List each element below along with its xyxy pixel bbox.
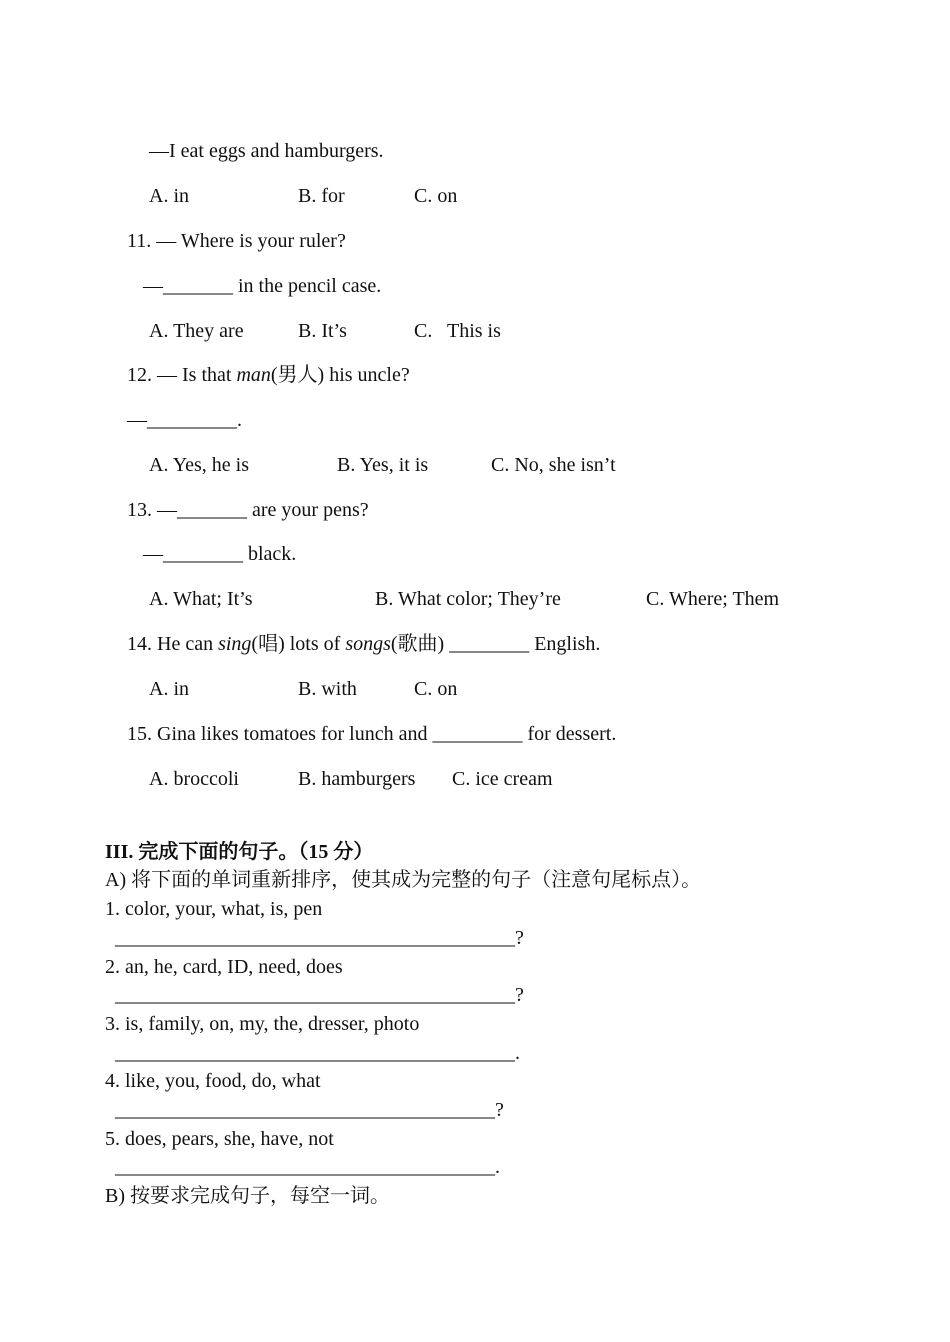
q10-answer-line: —I eat eggs and hamburgers. (149, 140, 384, 162)
reorder-item-5-words: 5. does, pears, she, have, not (105, 1128, 334, 1150)
q14-part1: 14. He can (127, 633, 219, 655)
q12-italic-word: man (236, 364, 271, 386)
reorder-item-3-words: 3. is, family, on, my, the, dresser, photo (105, 1013, 420, 1035)
q11-answer-line: —_______ in the pencil case. (143, 275, 382, 297)
q11-option-b: B. It’s (298, 320, 347, 342)
q13-option-c: C. Where; Them (646, 588, 780, 610)
q11-question: 11. — Where is your ruler? (127, 230, 346, 252)
q10-option-b: B. for (298, 185, 345, 207)
q12-prefix: 12. — Is that (127, 364, 237, 386)
reorder-item-3-blank: ________________________________________. (115, 1042, 520, 1064)
q11-option-c: C. This is (414, 320, 501, 342)
q12-option-c: C. No, she isn’t (491, 454, 616, 476)
q14-option-a: A. in (149, 678, 189, 700)
q13-option-a: A. What; It’s (149, 588, 253, 610)
reorder-item-4-words: 4. like, you, food, do, what (105, 1070, 321, 1092)
q13-question: 13. —_______ are your pens? (127, 499, 369, 521)
q12-suffix: (男人) his uncle? (270, 364, 410, 386)
q13-answer-line: —________ black. (143, 543, 297, 565)
reorder-item-5-blank: ______________________________________. (115, 1156, 500, 1178)
q14-part2: (唱) lots of (251, 633, 346, 655)
q10-option-a: A. in (149, 185, 189, 207)
part-b-instruction: B) 按要求完成句子，每空一词。 (105, 1185, 390, 1207)
q10-option-c: C. on (414, 185, 458, 207)
q15-question: 15. Gina likes tomatoes for lunch and _________ for dessert. (127, 723, 617, 745)
q14-question (127, 632, 600, 656)
section-title: III. 完成下面的句子。（15 分） (105, 841, 374, 863)
reorder-item-4-blank: ______________________________________? (115, 1099, 504, 1121)
q14-italic-songs: songs (345, 633, 391, 655)
q12-answer-line: —_________. (127, 409, 242, 431)
q12-question (127, 363, 410, 387)
reorder-item-1-words: 1. color, your, what, is, pen (105, 898, 323, 920)
q14-option-b: B. with (298, 678, 357, 700)
q15-option-b: B. hamburgers (298, 768, 416, 790)
q14-part3: (歌曲) ________ English. (390, 633, 601, 655)
part-a-instruction: A) 将下面的单词重新排序，使其成为完整的句子（注意句尾标点）。 (105, 869, 702, 891)
q12-option-a: A. Yes, he is (149, 454, 250, 476)
reorder-item-1-blank: ________________________________________? (115, 927, 524, 949)
reorder-item-2-words: 2. an, he, card, ID, need, does (105, 956, 343, 978)
q15-option-c: C. ice cream (452, 768, 553, 790)
reorder-item-2-blank: ________________________________________? (115, 984, 524, 1006)
q12-option-b: B. Yes, it is (337, 454, 429, 476)
q13-option-b: B. What color; They’re (375, 588, 561, 610)
q14-italic-sing: sing (218, 633, 252, 655)
q11-option-a: A. They are (149, 320, 244, 342)
q15-option-a: A. broccoli (149, 768, 239, 790)
q14-option-c: C. on (414, 678, 458, 700)
